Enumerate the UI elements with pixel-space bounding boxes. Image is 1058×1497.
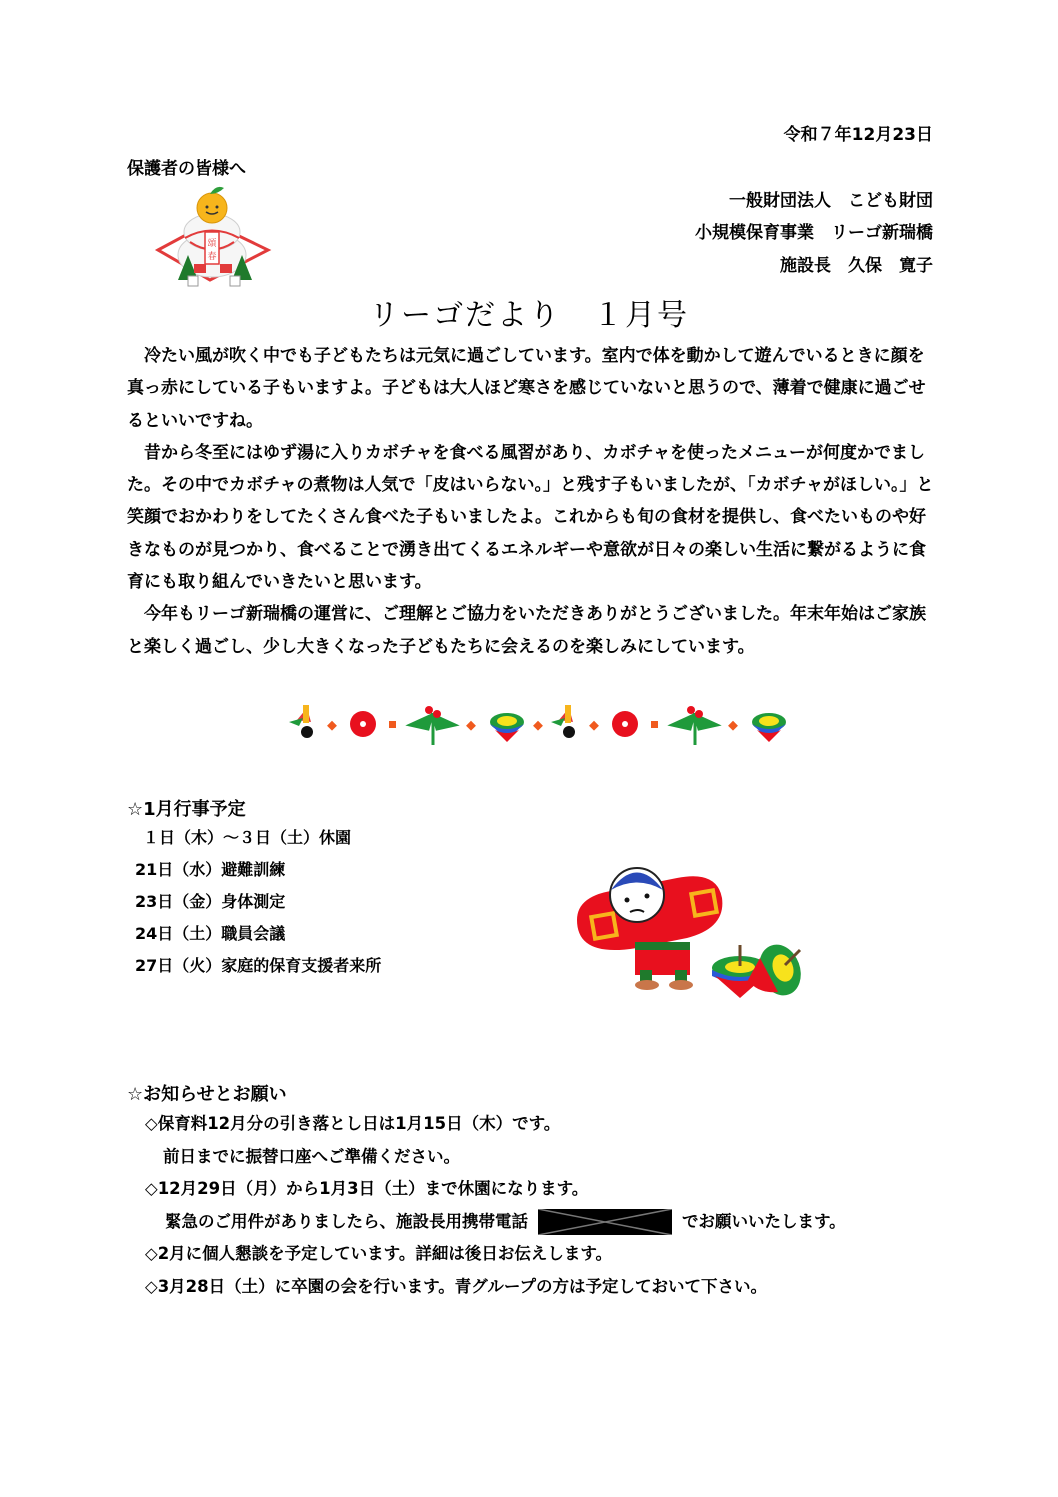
notices-heading: ☆お知らせとお願い [127, 1084, 287, 1105]
notice-item: ◇12月29日（月）から1月3日（土）まで休園になります。 [145, 1179, 589, 1198]
new-year-ornament-border-icon [285, 700, 805, 750]
addressee: 保護者の皆様へ [127, 159, 246, 179]
notice-item: 前日までに振替口座へご準備ください。 [163, 1146, 460, 1166]
kagami-mochi-icon [150, 180, 280, 295]
schedule-item: 27日（火）家庭的保育支援者来所 [135, 956, 382, 975]
issue-date: 令和７年12月23日 [783, 125, 933, 145]
notice-item: ◇3月28日（土）に卒園の会を行います。青グループの方は予定しておいて下さい。 [145, 1276, 767, 1296]
schedule-item: 24日（土）職員会議 [135, 924, 286, 943]
notices-list [145, 1108, 846, 1303]
kite-and-tops-icon [575, 850, 810, 1005]
schedule-item: １日（木）～３日（土）休園 [143, 828, 352, 847]
svg-text:頌: 頌 [207, 239, 217, 249]
director-name: 施設長 久保 寛子 [780, 256, 933, 276]
redacted-phone-number [538, 1209, 672, 1235]
greeting-paragraph: 今年もリーゴ新瑞橋の運営に、ご理解とご協力をいただきありがとうございました。年末年始はご家族と楽しく過ごし、少し大きくなった子どもたちに会えるのを楽しみにしています。 [127, 604, 926, 657]
schedule-list [135, 822, 381, 982]
greeting-paragraph: 冷たい風が吹く中でも子どもたちは元気に過ごしています。室内で体を動かして遊んでいるときに顔を真っ赤にしている子もいますよ。子どもは大人ほど寒さを感じていないと思うので、薄着で健康に過ごせるといいですね。 [127, 346, 926, 431]
notice-text: でお願いいたします。 [682, 1211, 846, 1231]
schedule-item: 21日（水）避難訓練 [135, 860, 286, 879]
svg-text:春: 春 [207, 252, 217, 262]
notice-text: 緊急のご用件がありましたら、施設長用携帯電話 [165, 1211, 528, 1231]
organization-name: 一般財団法人 こども財団 [729, 191, 933, 211]
schedule-heading: ☆1月行事予定 [127, 799, 246, 820]
notice-item: ◇2月に個人懇談を予定しています。詳細は後日お伝えします。 [145, 1244, 613, 1263]
greeting-body [127, 340, 937, 663]
notice-item: ◇保育料12月分の引き落とし日は1月15日（木）です。 [145, 1114, 561, 1133]
facility-name: 小規模保育事業 リーゴ新瑞橋 [695, 223, 933, 243]
greeting-paragraph: 昔から冬至にはゆず湯に入りカボチャを食べる風習があり、カボチャを使ったメニューが何度かでました。その中でカボチャの煮物は人気で「皮はいらない。」と残す子もいましたが、「カボチャがほしい。」と笑顔でおかわりをしてたくさん食べた子もいましたよ。これからも旬の食材を提供し、食べたいものや好きなものが見つかり、食べることで湧き出てくるエネルギーや意欲が日々の楽しい生活に繋がるように食育にも取り組んでいきたいと思います。 [127, 442, 934, 593]
schedule-item: 23日（金）身体測定 [135, 892, 286, 911]
notice-emergency-line [145, 1206, 846, 1239]
newsletter-title: リーゴだより １月号 [369, 298, 689, 333]
